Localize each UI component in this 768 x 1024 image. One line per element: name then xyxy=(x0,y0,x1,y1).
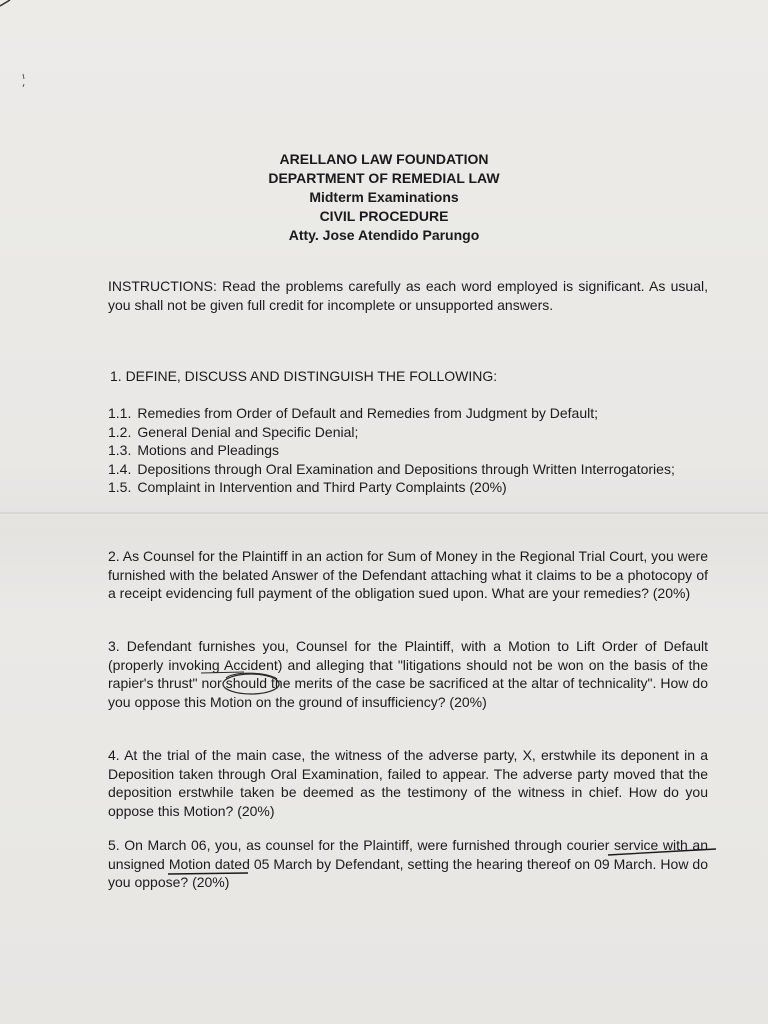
instructor-name: Atty. Jose Atendido Parungo xyxy=(288,227,480,243)
list-item: 1.4. Depositions through Oral Examination and Depositions through Written Interrogatories; xyxy=(108,460,675,477)
instructions: INSTRUCTIONS: Read the problems carefully as each word employed is significant. As usual, you shall not be given full credit for incomplete or unsupported answers. xyxy=(108,278,708,313)
department-name: DEPARTMENT OF REMEDIAL LAW xyxy=(268,170,500,186)
question-1-heading: 1. DEFINE, DISCUSS AND DISTINGUISH THE FOLLOWING: xyxy=(110,368,498,384)
course-name: CIVIL PROCEDURE xyxy=(319,208,449,224)
exam-type: Midterm Examinations xyxy=(309,189,459,205)
question-1-items xyxy=(108,404,708,497)
question-4: 4. At the trial of the main case, the witness of the adverse party, X, erstwhile its deponent in a Deposition taken through Oral Examination, failed to appear. The adverse party moved that the deposition erstwhile taken be deemed as the testimony of the witness in chief. How do you oppose this Motion? (20%) xyxy=(108,747,708,819)
exam-header xyxy=(0,150,768,245)
stray-mark xyxy=(23,74,24,87)
question-3: 3. Defendant furnishes you, Counsel for the Plaintiff, with a Motion to Lift Order of Default (properly invoking Accident) and alleging that "litigations should not be won on the basis of the rapier's thrust" nor should the merits of the case be sacrificed at the altar of technicality". How do you oppose this Motion on the ground of insufficiency? (20%) xyxy=(108,638,708,710)
school-name: ARELLANO LAW FOUNDATION xyxy=(279,151,489,167)
question-2: 2. As Counsel for the Plaintiff in an action for Sum of Money in the Regional Trial Court, you were furnished with the belated Answer of the Defendant attaching what it claims to be a photocopy of a receipt evidencing full payment of the obligation sued upon. What are your remedies? (20%) xyxy=(108,548,708,601)
corner-mark xyxy=(0,0,10,6)
list-item: 1.2. General Denial and Specific Denial; xyxy=(108,423,359,440)
list-item: 1.5. Complaint in Intervention and Third Party Complaints (20%) xyxy=(108,479,507,495)
paper-fold xyxy=(0,512,768,514)
question-5: 5. On March 06, you, as counsel for the Plaintiff, were furnished through courier service with an unsigned Motion dated 05 March by Defendant, setting the hearing thereof on 09 March. How do you oppose? (20%) xyxy=(108,837,708,890)
list-item: 1.1. Remedies from Order of Default and Remedies from Judgment by Default; xyxy=(108,405,599,421)
list-item: 1.3. Motions and Pleadings xyxy=(108,442,280,458)
